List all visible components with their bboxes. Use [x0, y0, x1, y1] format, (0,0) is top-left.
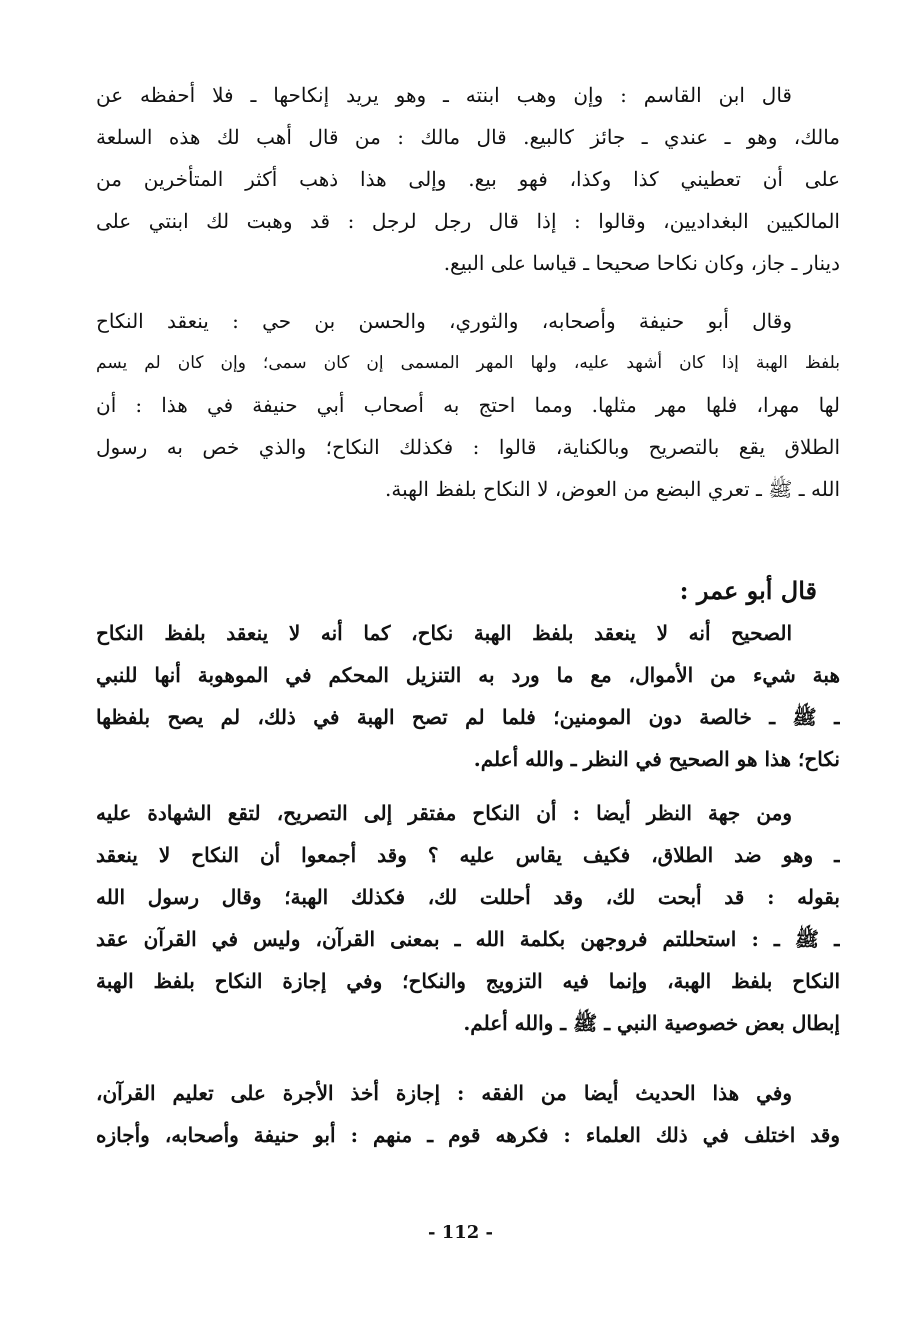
- text-line: بقوله : قد أبحت لك، وقد أحللت لك، فكذلك الهبة؛ وقال رسول الله: [96, 885, 840, 909]
- paragraph-nazar: [96, 792, 840, 1044]
- text-line: إبطال بعض خصوصية النبي ـ ﷺ ـ والله أعلم.: [463, 1011, 840, 1035]
- text-line: نكاح؛ هذا هو الصحيح في النظر ـ والله أعلم.: [473, 747, 840, 771]
- text-line: ـ ﷺ ـ خالصة دون المومنين؛ فلما لم تصح الهبة في ذلك، لم يصح بلفظها: [96, 705, 840, 729]
- paragraph-abu-hanifa: [96, 300, 840, 510]
- text-line: على أن تعطيني كذا وكذا، فهو بيع. وإلى هذا ذهب أكثر المتأخرين من: [96, 167, 840, 191]
- paragraph-abu-umar: [96, 612, 840, 780]
- text-line: المالكيين البغداديين، وقالوا : إذا قال رجل لرجل : قد وهبت لك ابنتي على: [96, 209, 840, 233]
- text-line: الله ـ ﷺ ـ تعري البضع من العوض، لا النكاح بلفظ الهبة.: [385, 477, 840, 501]
- text-line: هبة شيء من الأموال، مع ما ورد به التنزيل المحكم في الموهوبة أنها للنبي: [96, 663, 840, 687]
- text-line: مالك، وهو ـ عندي ـ جائز كالبيع. قال مالك : من قال أهب لك هذه السلعة: [96, 125, 840, 149]
- text-line: وقد اختلف في ذلك العلماء : فكرهه قوم ـ منهم : أبو حنيفة وأصحابه، وأجازه: [96, 1123, 840, 1147]
- paragraph-ibn-al-qasim: [96, 74, 840, 284]
- text-line: دينار ـ جاز، وكان نكاحا صحيحا ـ قياسا على البيع.: [443, 251, 840, 275]
- text-line: بلفظ الهبة إذا كان أشهد عليه، ولها المهر المسمى إن كان سمى؛ وإن كان لم يسم: [96, 353, 840, 373]
- text-line: ومن جهة النظر أيضا : أن النكاح مفتقر إلى التصريح، لتقع الشهادة عليه: [96, 801, 792, 825]
- text-line: ـ وهو ضد الطلاق، فكيف يقاس عليه ؟ وقد أجمعوا أن النكاح لا ينعقد: [96, 843, 840, 867]
- text-line: الصحيح أنه لا ينعقد بلفظ الهبة نكاح، كما أنه لا ينعقد بلفظ النكاح: [96, 621, 792, 645]
- section-heading: قال أبو عمر :: [679, 576, 817, 605]
- text-line: لها مهرا، فلها مهر مثلها. ومما احتج به أصحاب أبي حنيفة في هذا : أن: [96, 393, 840, 417]
- page-number: - 112 -: [427, 1222, 494, 1243]
- text-line: وقال أبو حنيفة وأصحابه، والثوري، والحسن بن حي : ينعقد النكاح: [96, 309, 792, 333]
- text-line: النكاح بلفظ الهبة، وإنما فيه التزويج والنكاح؛ وفي إجازة النكاح بلفظ الهبة: [96, 969, 840, 993]
- text-line: الطلاق يقع بالتصريح وبالكناية، قالوا : فكذلك النكاح؛ والذي خص به رسول: [96, 435, 840, 459]
- paragraph-fiqh: [96, 1072, 840, 1156]
- text-line: قال ابن القاسم : وإن وهب ابنته ـ وهو يريد إنكاحها ـ فلا أحفظه عن: [96, 83, 792, 107]
- text-line: وفي هذا الحديث أيضا من الفقه : إجازة أخذ الأجرة على تعليم القرآن،: [96, 1081, 792, 1105]
- text-line: ـ ﷺ ـ : استحللتم فروجهن بكلمة الله ـ بمعنى القرآن، وليس في القرآن عقد: [96, 927, 840, 951]
